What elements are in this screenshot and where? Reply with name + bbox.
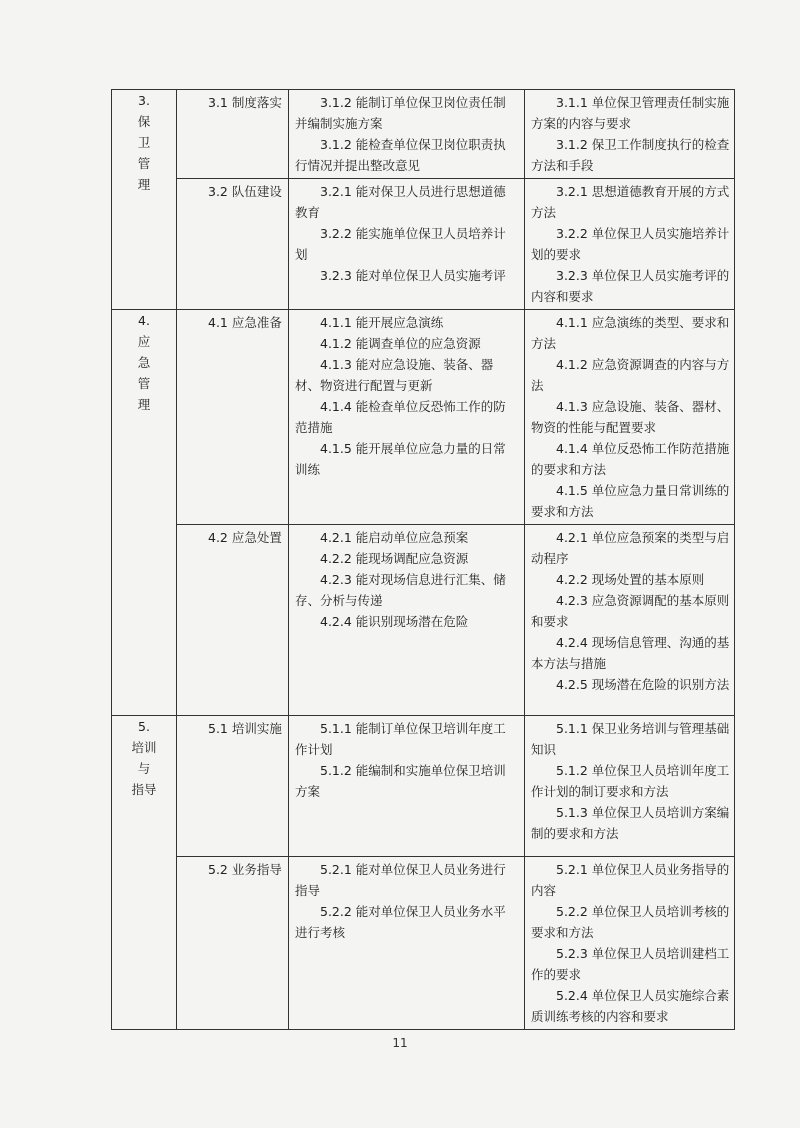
skill-item: 4.1.3 能对应急设施、装备、器材、物资进行配置与更新	[295, 357, 494, 393]
knowledge-item: 4.2.5 现场潜在危险的识别方法	[556, 677, 730, 692]
skill-item: 3.2.1 能对保卫人员进行思想道德教育	[295, 184, 506, 220]
unit-name: 5.1 培训实施	[208, 721, 282, 736]
module-cell	[112, 90, 177, 310]
skill-item: 3.1.2 能检查单位保卫岗位职责执行情况并提出整改意见	[295, 137, 506, 173]
skill-item: 4.1.4 能检查单位反恐怖工作的防范措施	[295, 399, 506, 435]
unit-cell	[177, 716, 289, 857]
table-row	[112, 179, 735, 310]
unit-cell	[177, 525, 289, 716]
knowledge-item: 3.2.3 单位保卫人员实施考评的内容和要求	[531, 268, 730, 304]
skill-item: 4.2.3 能对现场信息进行汇集、储存、分析与传递	[295, 572, 506, 608]
skill-item: 3.1.2 能制订单位保卫岗位责任制并编制实施方案	[295, 95, 506, 131]
table-row	[112, 310, 735, 525]
skill-item: 4.2.1 能启动单位应急预案	[320, 530, 469, 545]
table-row	[112, 90, 735, 179]
knowledge-item: 4.1.3 应急设施、装备、器材、物资的性能与配置要求	[531, 399, 730, 435]
knowledge-item: 3.2.1 思想道德教育开展的方式方法	[531, 184, 730, 220]
knowledge-cell	[525, 90, 735, 179]
knowledge-cell	[525, 525, 735, 716]
knowledge-item: 3.1.2 保卫工作制度执行的检查方法和手段	[531, 137, 730, 173]
knowledge-item: 4.1.1 应急演练的类型、要求和方法	[531, 315, 730, 351]
unit-name: 3.1 制度落实	[208, 95, 282, 110]
knowledge-cell	[525, 857, 735, 1030]
table-row	[112, 857, 735, 1030]
knowledge-item: 5.2.1 单位保卫人员业务指导的内容	[531, 862, 730, 898]
knowledge-item: 4.2.3 应急资源调配的基本原则和要求	[531, 593, 730, 629]
skill-item: 4.1.5 能开展单位应急力量的日常训练	[295, 441, 506, 477]
knowledge-item: 5.1.3 单位保卫人员培训方案编制的要求和方法	[531, 805, 730, 841]
module-cell	[112, 310, 177, 716]
skill-cell	[289, 310, 525, 525]
page-number: 11	[392, 1036, 408, 1050]
unit-name: 3.2 队伍建设	[208, 184, 282, 199]
skill-cell	[289, 525, 525, 716]
skill-item: 4.1.2 能调查单位的应急资源	[320, 336, 481, 351]
skill-cell	[289, 716, 525, 857]
unit-cell	[177, 857, 289, 1030]
skill-item: 5.2.2 能对单位保卫人员业务水平进行考核	[295, 904, 506, 940]
unit-name: 4.1 应急准备	[208, 315, 282, 330]
knowledge-item: 4.2.2 现场处置的基本原则	[556, 572, 705, 587]
module-title-3: 3. 保 卫 管 理	[137, 93, 151, 192]
knowledge-item: 5.2.4 单位保卫人员实施综合素质训练考核的内容和要求	[531, 988, 730, 1024]
table-row	[112, 525, 735, 716]
skill-requirements-table	[111, 89, 735, 1030]
knowledge-cell	[525, 179, 735, 310]
skill-item: 4.2.4 能识别现场潜在危险	[320, 614, 469, 629]
knowledge-cell	[525, 716, 735, 857]
table-row	[112, 716, 735, 857]
skill-item: 4.1.1 能开展应急演练	[320, 315, 444, 330]
skill-cell	[289, 179, 525, 310]
module-title-5: 5. 培训 与 指导	[131, 719, 157, 797]
knowledge-item: 3.1.1 单位保卫管理责任制实施方案的内容与要求	[531, 95, 730, 131]
skill-cell	[289, 90, 525, 179]
skill-item: 5.1.2 能编制和实施单位保卫培训方案	[295, 763, 506, 799]
unit-name: 5.2 业务指导	[208, 862, 282, 877]
unit-cell	[177, 90, 289, 179]
knowledge-item: 4.2.4 现场信息管理、沟通的基本方法与措施	[531, 635, 730, 671]
unit-cell	[177, 179, 289, 310]
knowledge-item: 3.2.2 单位保卫人员实施培养计划的要求	[531, 226, 730, 262]
knowledge-cell	[525, 310, 735, 525]
knowledge-item: 5.1.1 保卫业务培训与管理基础知识	[531, 721, 730, 757]
module-title-4: 4. 应 急 管 理	[137, 313, 151, 412]
skill-cell	[289, 857, 525, 1030]
knowledge-item: 5.2.3 单位保卫人员培训建档工作的要求	[531, 946, 730, 982]
knowledge-item: 4.1.2 应急资源调查的内容与方法	[531, 357, 730, 393]
skill-item: 5.1.1 能制订单位保卫培训年度工作计划	[295, 721, 506, 757]
unit-cell	[177, 310, 289, 525]
knowledge-item: 5.2.2 单位保卫人员培训考核的要求和方法	[531, 904, 730, 940]
skill-item: 3.2.3 能对单位保卫人员实施考评	[320, 268, 506, 283]
knowledge-item: 4.2.1 单位应急预案的类型与启动程序	[531, 530, 730, 566]
skill-item: 4.2.2 能现场调配应急资源	[320, 551, 469, 566]
skill-item: 3.2.2 能实施单位保卫人员培养计划	[295, 226, 506, 262]
knowledge-item: 5.1.2 单位保卫人员培训年度工作计划的制订要求和方法	[531, 763, 730, 799]
knowledge-item: 4.1.5 单位应急力量日常训练的要求和方法	[531, 483, 730, 519]
knowledge-item: 4.1.4 单位反恐怖工作防范措施的要求和方法	[531, 441, 730, 477]
unit-name: 4.2 应急处置	[208, 530, 282, 545]
skill-item: 5.2.1 能对单位保卫人员业务进行指导	[295, 862, 506, 898]
module-cell	[112, 716, 177, 1030]
